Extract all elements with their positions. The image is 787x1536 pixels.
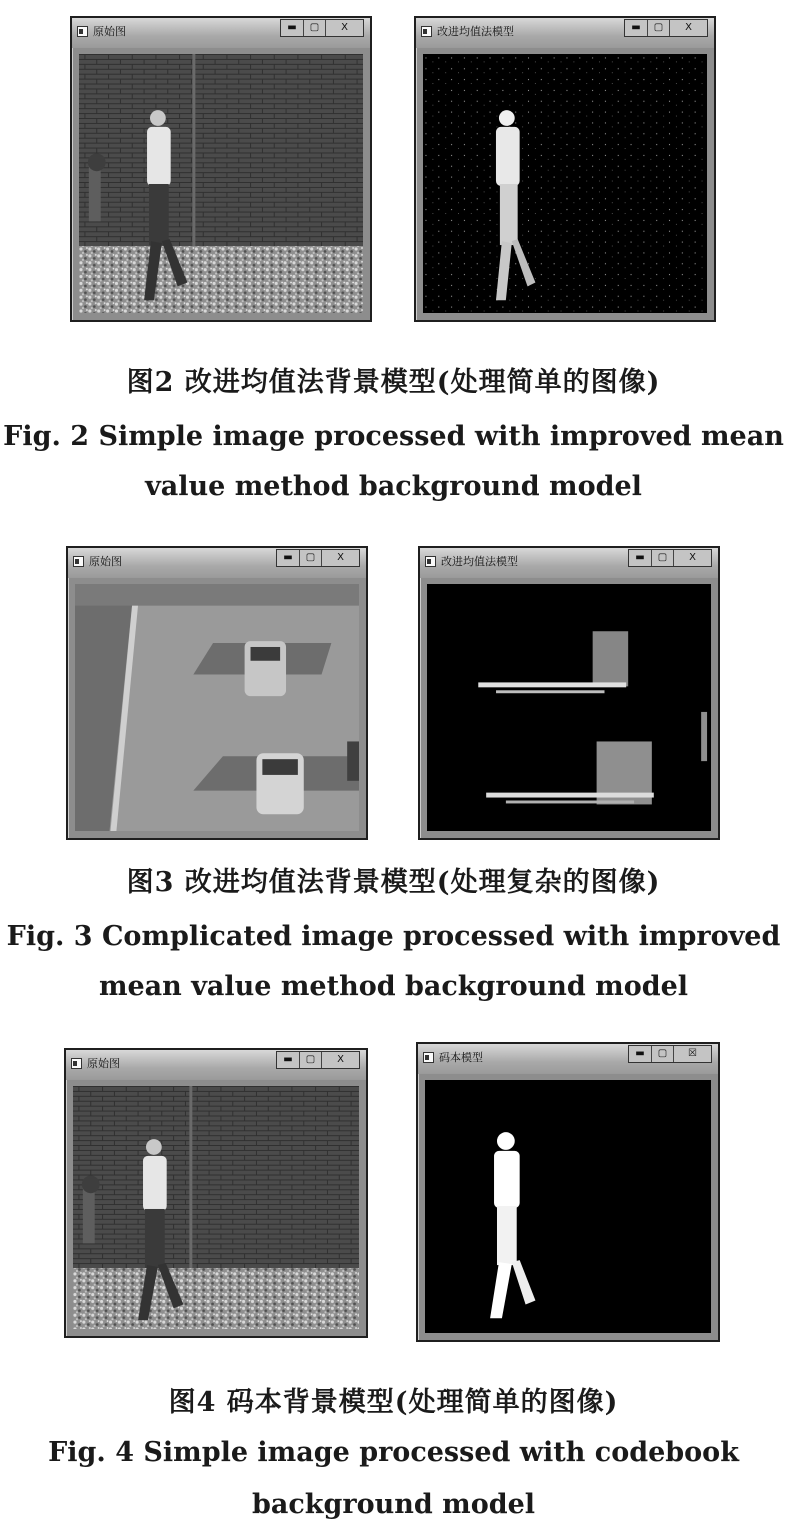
app-icon bbox=[423, 1052, 434, 1063]
app-icon bbox=[421, 26, 432, 37]
fig4-caption-en-line2: background model bbox=[251, 1489, 536, 1520]
maximize-icon[interactable]: ▢ bbox=[651, 1046, 673, 1062]
maximize-icon[interactable]: ▢ bbox=[299, 550, 321, 566]
window-titlebar[interactable] bbox=[416, 18, 714, 48]
close-icon[interactable]: X bbox=[673, 550, 711, 566]
fig3-improved-mean-window bbox=[418, 546, 720, 840]
window-titlebar[interactable] bbox=[68, 548, 366, 578]
app-icon bbox=[77, 26, 88, 37]
window-titlebar[interactable] bbox=[420, 548, 718, 578]
fig3-caption-en-line2: mean value method background model bbox=[98, 971, 689, 1002]
fig4-caption-zh: 图4 码本背景模型(处理简单的图像) bbox=[168, 1387, 619, 1418]
fig2-caption-en-line1: Fig. 2 Simple image processed with improved mean bbox=[3, 421, 784, 452]
window-title: 码本模型 bbox=[439, 1051, 483, 1064]
app-icon bbox=[71, 1058, 82, 1069]
original-frame-highway bbox=[75, 584, 359, 831]
close-icon[interactable]: X bbox=[321, 1052, 359, 1068]
window-title: 改进均值法模型 bbox=[437, 25, 514, 38]
original-frame-person-walking bbox=[79, 54, 363, 313]
app-icon bbox=[73, 556, 84, 567]
window-title: 原始图 bbox=[87, 1057, 120, 1070]
fig3-caption-zh: 图3 改进均值法背景模型(处理复杂的图像) bbox=[126, 867, 661, 898]
window-title: 原始图 bbox=[89, 555, 122, 568]
minimize-icon[interactable]: ▬ bbox=[631, 22, 641, 33]
foreground-mask-person bbox=[423, 54, 707, 313]
foreground-mask-person-codebook bbox=[425, 1080, 711, 1333]
maximize-icon[interactable]: ▢ bbox=[651, 550, 673, 566]
window-titlebar[interactable] bbox=[66, 1050, 366, 1080]
minimize-icon[interactable]: ▬ bbox=[287, 22, 297, 33]
fig2-caption-en-line2: value method background model bbox=[145, 471, 642, 502]
window-title: 原始图 bbox=[93, 25, 126, 38]
maximize-icon[interactable]: ▢ bbox=[303, 20, 325, 36]
window-controls bbox=[628, 549, 712, 567]
maximize-icon[interactable]: ▢ bbox=[299, 1052, 321, 1068]
fig2-caption-zh: 图2 改进均值法背景模型(处理简单的图像) bbox=[126, 367, 661, 398]
window-controls bbox=[624, 19, 708, 37]
close-icon[interactable]: X bbox=[669, 20, 707, 36]
close-icon[interactable]: X bbox=[325, 20, 363, 36]
fig3-original-window bbox=[66, 546, 368, 840]
maximize-icon[interactable]: ▢ bbox=[647, 20, 669, 36]
window-title: 改进均值法模型 bbox=[441, 555, 518, 568]
minimize-icon[interactable]: ▬ bbox=[635, 552, 645, 563]
minimize-icon[interactable]: ▬ bbox=[635, 1048, 645, 1059]
close-icon[interactable]: X bbox=[321, 550, 359, 566]
window-titlebar[interactable] bbox=[72, 18, 370, 48]
foreground-mask-cars bbox=[427, 584, 711, 831]
window-controls bbox=[280, 19, 364, 37]
fig4-codebook-window bbox=[416, 1042, 720, 1342]
fig2-improved-mean-window bbox=[414, 16, 716, 322]
close-icon[interactable]: ☒ bbox=[673, 1046, 711, 1062]
fig4-original-window bbox=[64, 1048, 368, 1338]
fig4-caption-en-line1: Fig. 4 Simple image processed with codebook bbox=[48, 1437, 739, 1468]
fig2-original-window bbox=[70, 16, 372, 322]
window-titlebar[interactable] bbox=[418, 1044, 718, 1074]
window-controls bbox=[276, 1051, 360, 1069]
fig3-caption-en-line1: Fig. 3 Complicated image processed with improved bbox=[6, 921, 781, 952]
minimize-icon[interactable]: ▬ bbox=[283, 1054, 293, 1065]
window-controls bbox=[628, 1045, 712, 1063]
app-icon bbox=[425, 556, 436, 567]
minimize-icon[interactable]: ▬ bbox=[283, 552, 293, 563]
window-controls bbox=[276, 549, 360, 567]
original-frame-person-walking bbox=[73, 1086, 359, 1329]
